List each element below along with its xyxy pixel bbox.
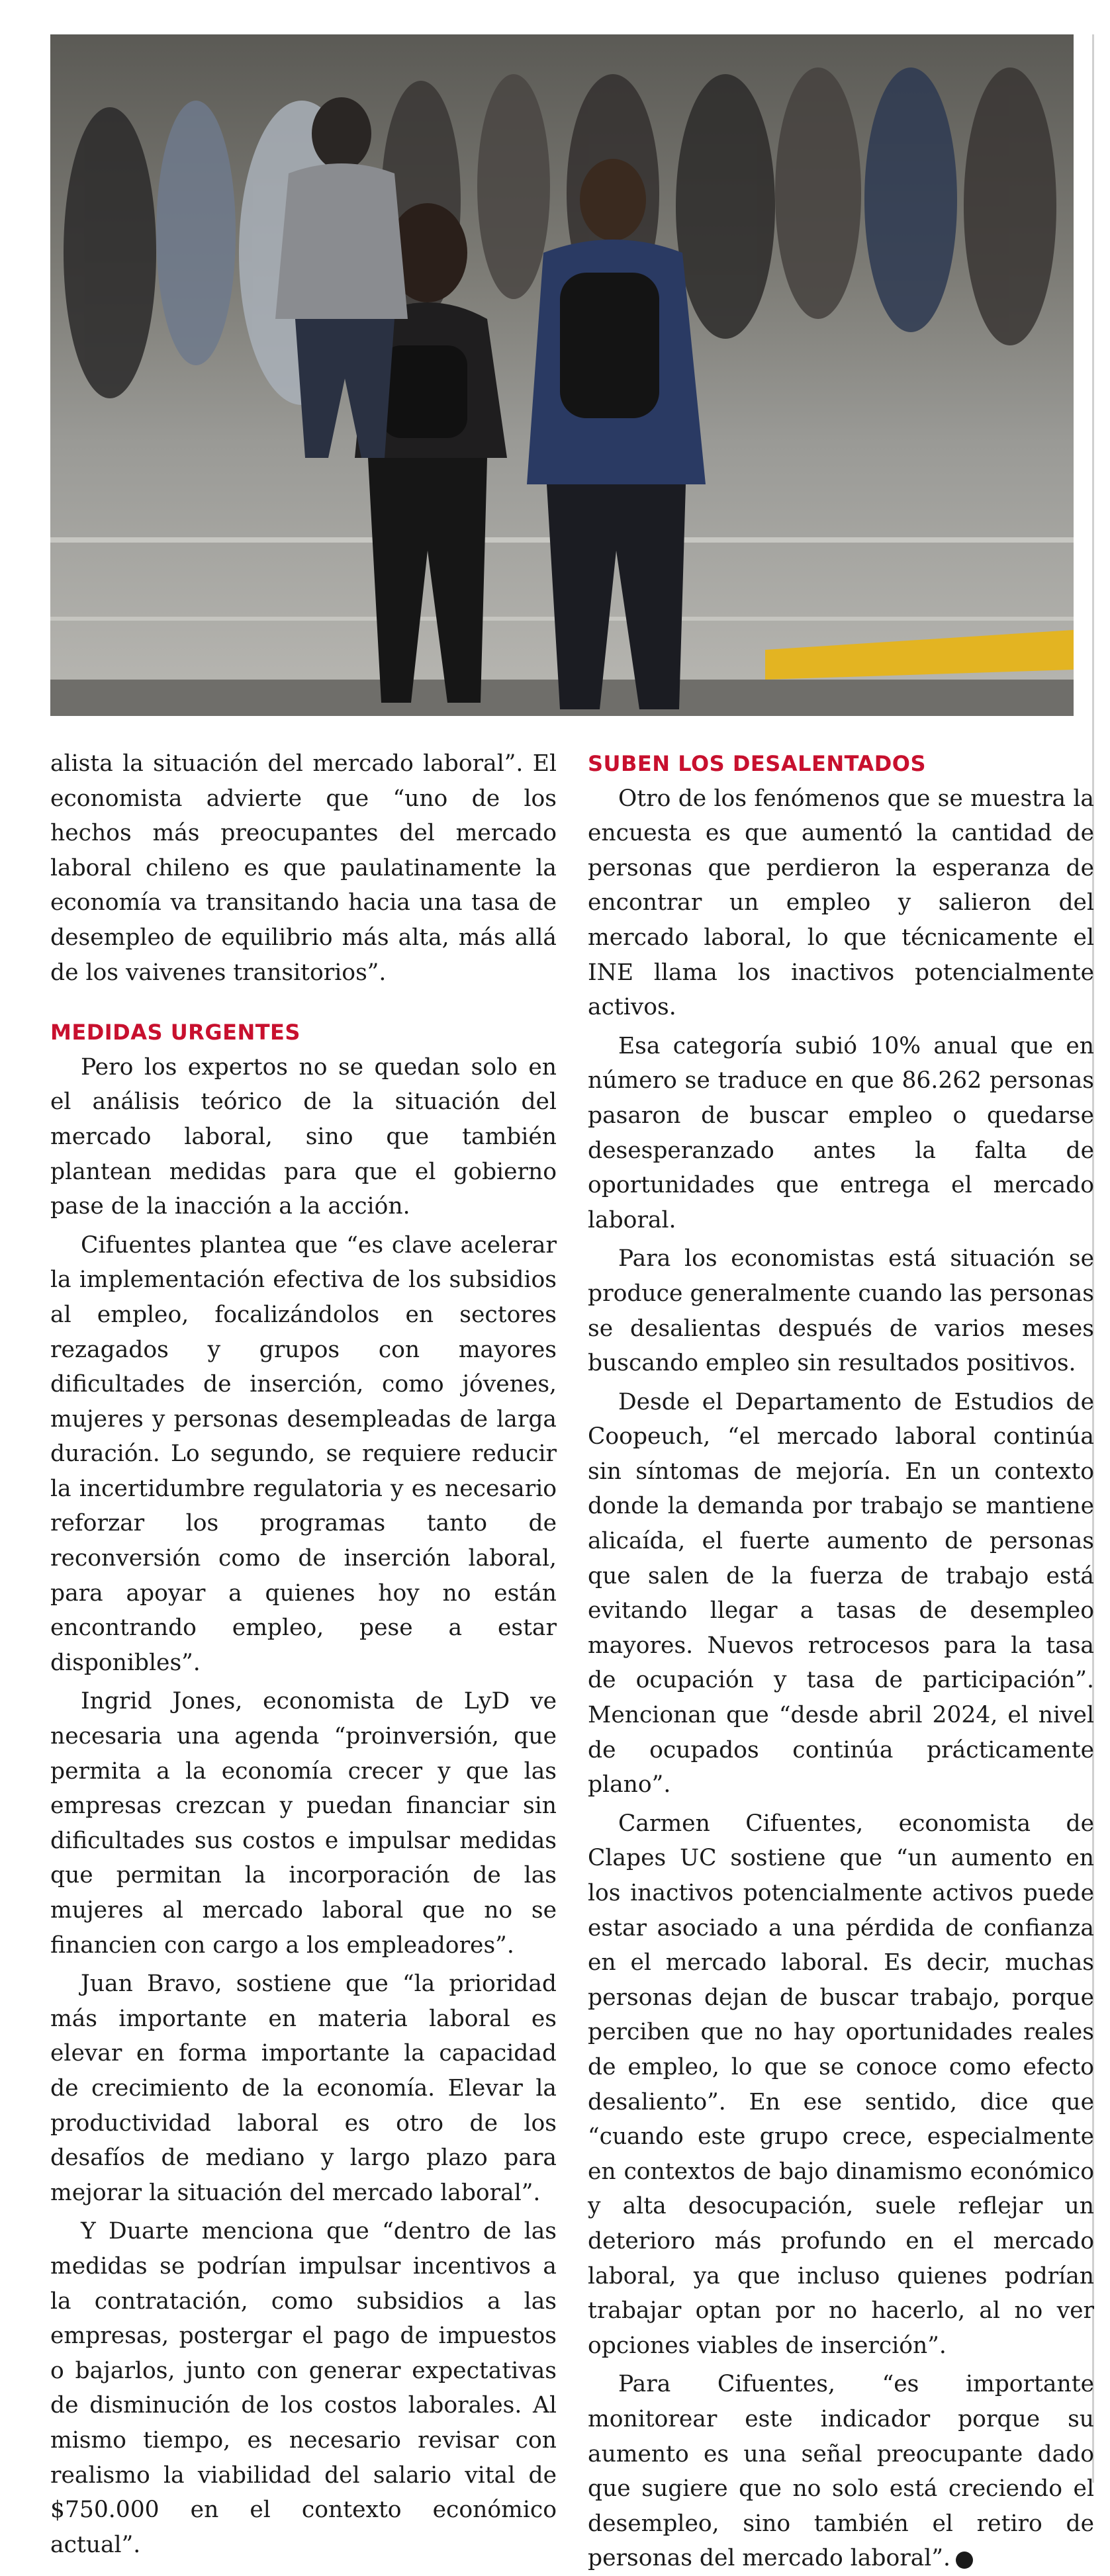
paragraph: Juan Bravo, sostiene que “la prioridad más importante en materia laboral es elevar en forma importante la capacidad de crecimiento de la economía. Elevar la productividad laboral es otro de los desafíos de mediano y largo plazo para mejorar la situación del mercado laboral”. bbox=[50, 1971, 557, 2206]
left-column bbox=[50, 746, 557, 2562]
right-column bbox=[588, 746, 1094, 2576]
section-heading: SUBEN LOS DESALENTADOS bbox=[588, 751, 927, 776]
paragraph: Para los economistas está situación se produce generalmente cuando las personas se desalientas después de varios meses buscando empleo sin resultados positivos. bbox=[588, 1245, 1094, 1377]
paragraph: Ingrid Jones, economista de LyD ve necesaria una agenda “proinversión, que permita a la economía crecer y que las empresas crezcan y puedan financiar sin dificultades sus costos e impulsar medidas que permitan la incorporación de las mujeres al mercado laboral que no se financien con cargo a los empleadores”. bbox=[50, 1688, 557, 1959]
crowd-street-photo-icon bbox=[50, 34, 1074, 716]
paragraph-text: Para Cifuentes, “es importante monitorear este indicador porque su aumento es una señal preocupante dado que sugiere que no solo está creciendo el desempleo, sino también el retiro de personas del mercado laboral”. bbox=[588, 2371, 1094, 2572]
paragraph: Y Duarte menciona que “dentro de las medidas se podrían impulsar incentivos a la contratación, como subsidios a las empresas, postergar el pago de impuestos o bajarlos, junto con generar expectativas de disminución de los costos laborales. Al mismo tiempo, es necesario revisar con realismo la viabilidad del salario vital de $750.000 en el contexto económico actual”. bbox=[50, 2218, 557, 2558]
paragraph: Esa categoría subió 10% anual que en número se traduce en que 86.262 personas pasaron de buscar empleo o quedarse desesperanzado antes la falta de oportunidades que entrega el mercado laboral. bbox=[588, 1032, 1094, 1233]
end-of-article-icon: P bbox=[956, 2552, 973, 2569]
section-heading: MEDIDAS URGENTES bbox=[50, 1020, 301, 1045]
paragraph: Desde el Departamento de Estudios de Coopeuch, “el mercado laboral continúa sin síntomas de mejoría. En un contexto donde la demanda por trabajo se mantiene alicaída, el fuerte aumento de personas que salen de la fuerza de trabajo está evitando llegar a tasas de desempleo mayores. Nuevos retrocesos para la tasa de ocupación y tasa de participación”. Mencionan que “desde abril 2024, el nivel de ocupados continúa prácticamente plano”. bbox=[588, 1388, 1094, 1799]
paragraph bbox=[588, 2367, 1094, 2576]
news-photo bbox=[50, 34, 1074, 716]
paragraph: Carmen Cifuentes, economista de Clapes UC sostiene que “un aumento en los inactivos potencialmente activos puede estar asociado a una pérdida de confianza en el mercado laboral. Es decir, muchas personas dejan de buscar trabajo, porque perciben que no hay oportunidades reales de empleo, lo que se conoce como efecto desaliento”. En ese sentido, dice que “cuando este grupo crece, especialmente en contextos de bajo dinamismo económico y alta desocupación, suele reflejar un deterioro más profundo en el mercado laboral, ya que incluso quienes podrían trabajar optan por no hacerlo, al no ver opciones viables de inserción”. bbox=[588, 1810, 1094, 2359]
paragraph: Otro de los fenómenos que se muestra la encuesta es que aumentó la cantidad de personas que perdieron la esperanza de encontrar un empleo y salieron del mercado laboral, lo que técnicamente el INE llama los inactivos potencialmente activos. bbox=[588, 785, 1094, 1021]
paragraph: Cifuentes plantea que “es clave acelerar la implementación efectiva de los subsidios al empleo, focalizándolos en sectores rezagados y grupos con mayores dificultades de inserción, como jóvenes, mujeres y personas desempleadas de larga duración. Lo segundo, se requiere reducir la incertidumbre regulatoria y es necesario reforzar los programas tanto de reconversión como de inserción laboral, para apoyar a quienes hoy no están encontrando empleo, pese a estar disponibles”. bbox=[50, 1231, 557, 1676]
paragraph: Pero los expertos no se quedan solo en el análisis teórico de la situación del mercado laboral, sino que también plantean medidas para que el gobierno pase de la inacción a la acción. bbox=[50, 1053, 557, 1220]
paragraph: alista la situación del mercado laboral”. El economista advierte que “uno de los hechos más preocupantes del mercado laboral chileno es que paulatinamente la economía va transitando hacia una tasa de desempleo de equilibrio más alta, más allá de los vaivenes transitorios”. bbox=[50, 750, 557, 986]
